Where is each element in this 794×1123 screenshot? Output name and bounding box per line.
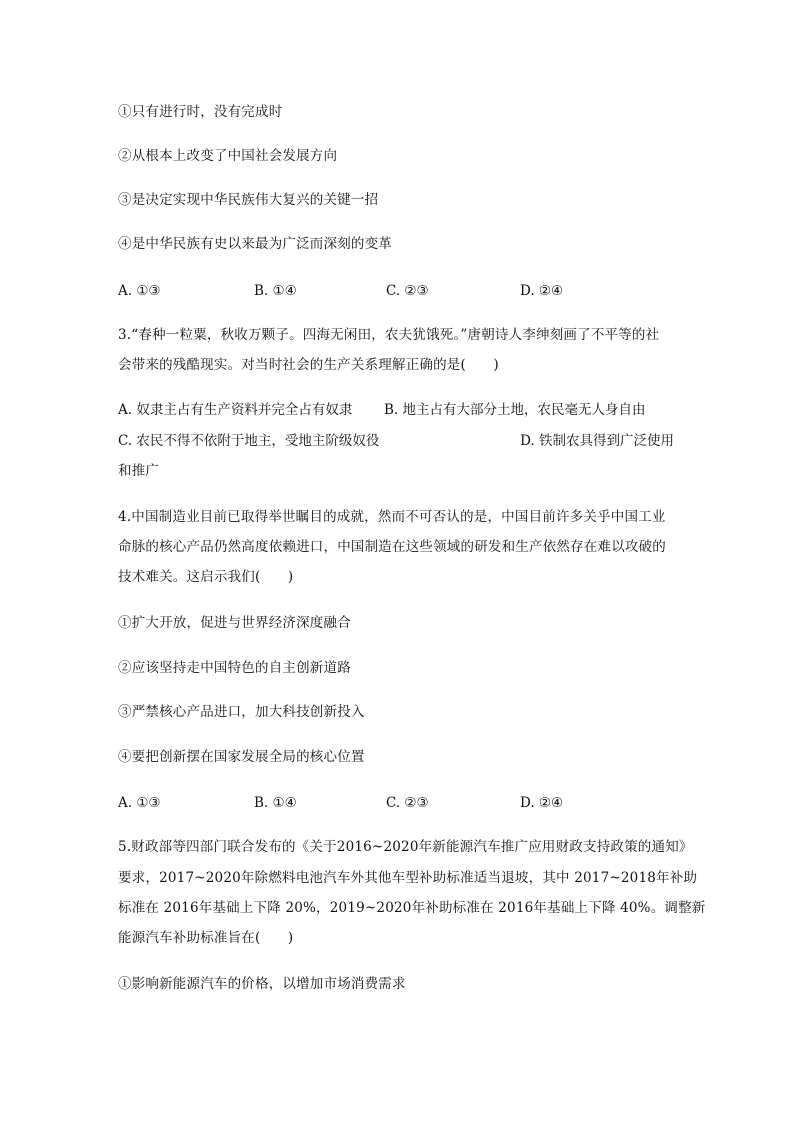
q4-option-1: ①扩大开放，促进与世界经济深度融合 bbox=[118, 615, 351, 631]
q4-stem-line-1: 4.中国制造业目前已取得举世瞩目的成就，然而不可否认的是，中国目前许多关乎中国工业 bbox=[118, 509, 666, 525]
q3-choice-c: C. 农民不得不依附于地主，受地主阶级奴役 bbox=[118, 433, 380, 449]
q2-choice-a: A. ①③ bbox=[118, 283, 161, 299]
q4-choice-c: C. ②③ bbox=[386, 795, 429, 811]
q4-option-2: ②应该坚持走中国特色的自主创新道路 bbox=[118, 660, 351, 676]
q3-stem-line-1: 3.“春种一粒粟，秋收万颗子。四海无闲田，农夫犹饿死。”唐朝诗人李绅刻画了不平等的社 bbox=[118, 327, 660, 343]
q5-stem-line-4: 能源汽车补助标准旨在( ) bbox=[118, 930, 294, 946]
q5-stem-line-1: 5.财政部等四部门联合发布的《关于2016~2020年新能源汽车推广应用财政支持政策的通知》 bbox=[118, 839, 693, 855]
q3-stem-line-2: 会带来的残酷现实。对当时社会的生产关系理解正确的是( ) bbox=[118, 357, 499, 373]
q2-choices bbox=[118, 282, 678, 300]
q3-choice-b: B. 地主占有大部分土地，农民毫无人身自由 bbox=[384, 402, 646, 418]
q4-choice-b: B. ①④ bbox=[254, 795, 297, 811]
q5-option-1: ①影响新能源汽车的价格，以增加市场消费需求 bbox=[118, 976, 406, 992]
q5-stem-line-3: 标准在 2016年基础上下降 20%，2019~2020年补助标准在 2016年基础上下降 40%。调整新 bbox=[118, 900, 706, 916]
q2-option-3: ③是决定实现中华民族伟大复兴的关键一招 bbox=[118, 192, 379, 208]
q3-choices-row-1 bbox=[118, 401, 674, 419]
q4-stem-line-3: 技术难关。这启示我们( ) bbox=[118, 569, 294, 585]
q3-choice-a: A. 奴隶主占有生产资料并完全占有奴隶 bbox=[118, 402, 353, 418]
q4-choices bbox=[118, 794, 678, 812]
q2-choice-b: B. ①④ bbox=[254, 283, 297, 299]
q4-choice-d: D. ②④ bbox=[520, 795, 564, 811]
q4-stem-line-2: 命脉的核心产品仍然高度依赖进口，中国制造在这些领域的研发和生产依然存在难以攻破的 bbox=[118, 539, 666, 555]
q3-choice-d-continuation: 和推广 bbox=[118, 463, 160, 479]
q4-option-4: ④要把创新摆在国家发展全局的核心位置 bbox=[118, 749, 365, 765]
q3-choices-row-2 bbox=[118, 432, 674, 450]
q3-choice-d: D. 铁制农具得到广泛使用 bbox=[520, 433, 674, 449]
q2-option-1: ①只有进行时，没有完成时 bbox=[118, 104, 283, 120]
q2-option-2: ②从根本上改变了中国社会发展方向 bbox=[118, 148, 338, 164]
q2-option-4: ④是中华民族有史以来最为广泛而深刻的变革 bbox=[118, 236, 392, 252]
q2-choice-c: C. ②③ bbox=[386, 283, 429, 299]
q4-option-3: ③严禁核心产品进口，加大科技创新投入 bbox=[118, 704, 365, 720]
q5-stem-line-2: 要求，2017~2020年除燃料电池汽车外其他车型补助标准适当退坡，其中 2017~2018年补助 bbox=[118, 870, 698, 886]
q2-choice-d: D. ②④ bbox=[520, 283, 564, 299]
q4-choice-a: A. ①③ bbox=[118, 795, 161, 811]
